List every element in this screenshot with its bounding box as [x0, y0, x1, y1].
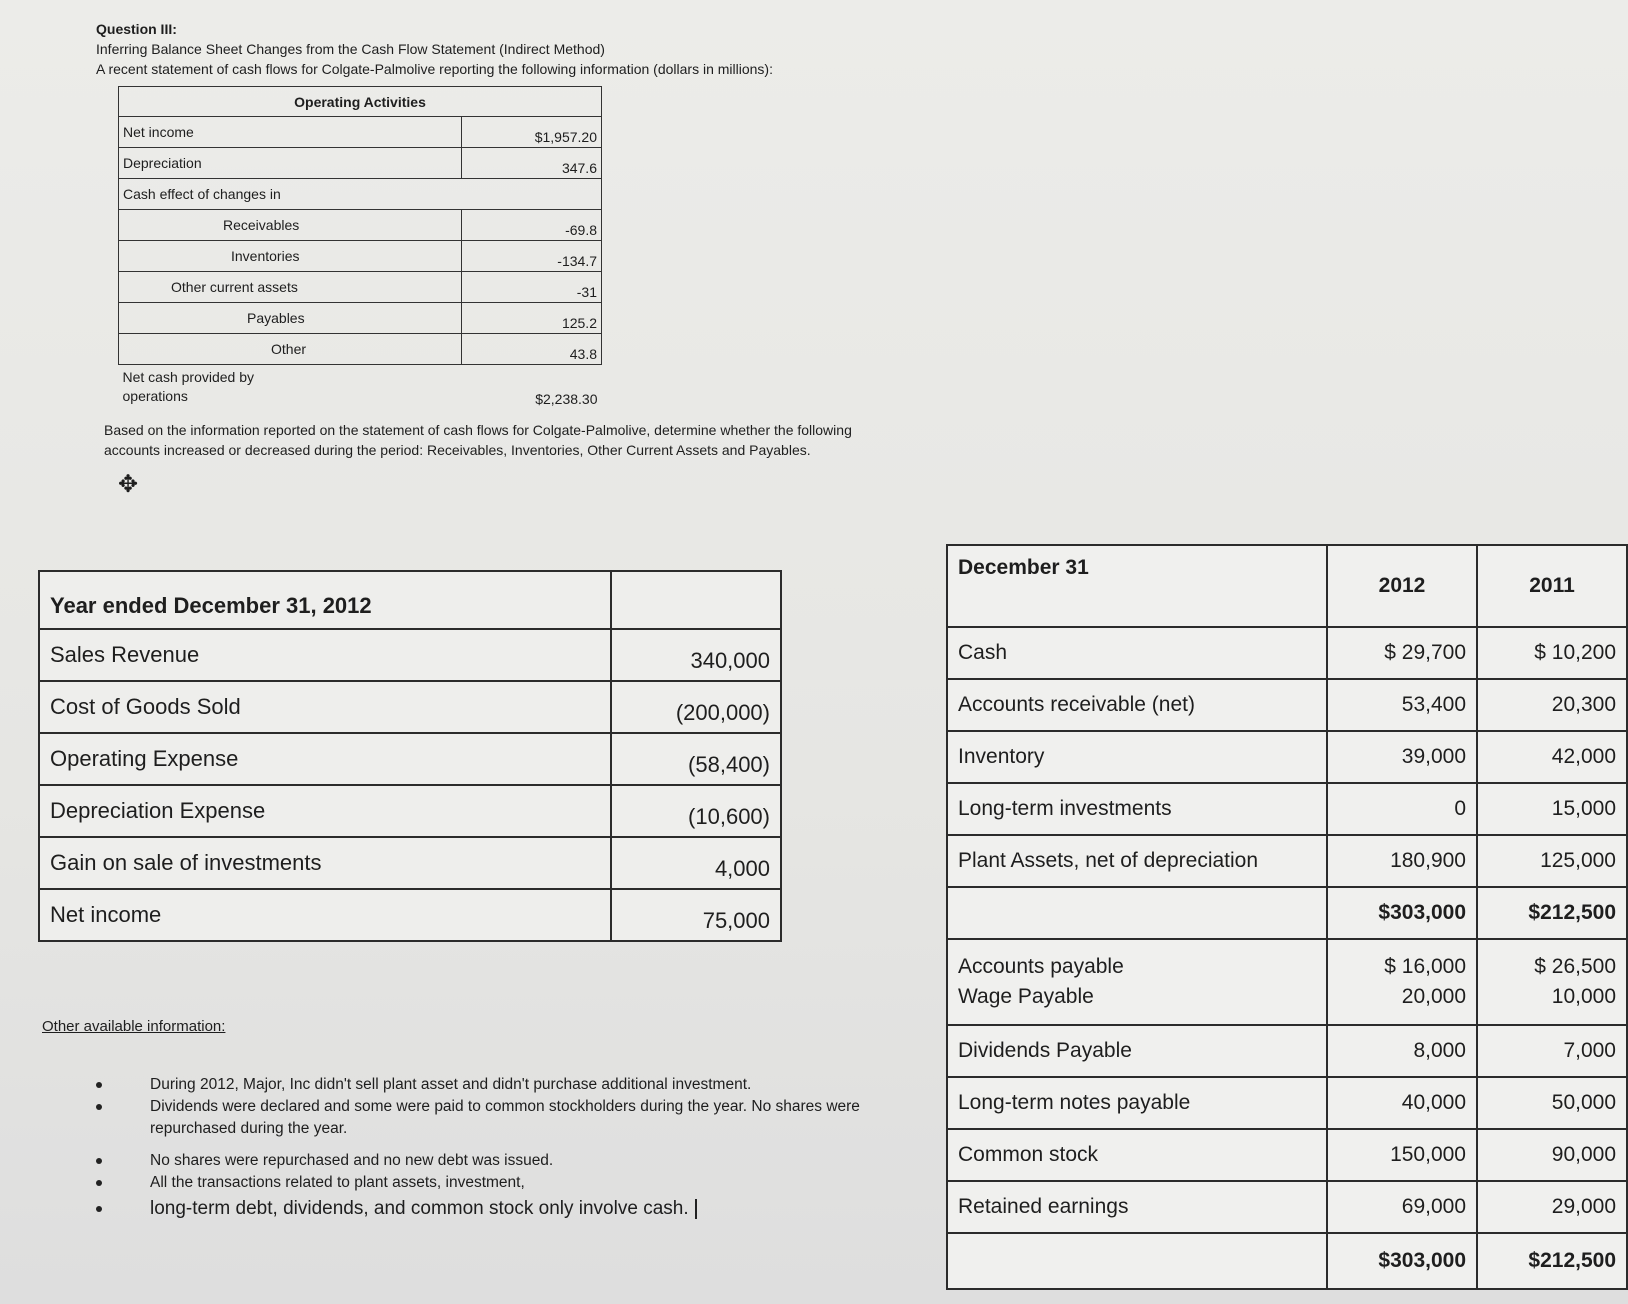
inventories-label: Inventories	[119, 241, 462, 272]
other-info-heading: Other available information:	[42, 1018, 226, 1035]
payables-value: 125.2	[462, 303, 602, 334]
table-row	[39, 681, 781, 733]
re-2011: 29,000	[1477, 1181, 1627, 1233]
table-row	[119, 303, 602, 334]
table-row	[947, 1181, 1627, 1233]
re-2012: 69,000	[1327, 1181, 1477, 1233]
payables-cell	[947, 939, 1327, 1025]
other-current-assets-value: -31	[462, 272, 602, 303]
row-value: (10,600)	[611, 785, 781, 837]
text-cursor-icon	[695, 1199, 697, 1219]
table-row	[119, 241, 602, 272]
row-label: Gain on sale of investments	[39, 837, 611, 889]
inventory-2011: 42,000	[1477, 731, 1627, 783]
depreciation-label: Depreciation	[119, 148, 462, 179]
plant-2012: 180,900	[1327, 835, 1477, 887]
cs-label: Common stock	[947, 1129, 1327, 1181]
plant-2011: 125,000	[1477, 835, 1627, 887]
net-cash-value: $2,238.30	[535, 390, 598, 407]
table-row	[39, 837, 781, 889]
dividends-2012: 8,000	[1327, 1025, 1477, 1077]
income-statement-title: Year ended December 31, 2012	[39, 571, 611, 629]
ltnp-label: Long-term notes payable	[947, 1077, 1327, 1129]
net-cash-label-line-1: Net cash provided by	[122, 369, 255, 386]
table-row	[947, 627, 1627, 679]
wages-2011: 10,000	[1551, 985, 1616, 1008]
row-value: 75,000	[611, 889, 781, 941]
cash-2012: $ 29,700	[1327, 627, 1477, 679]
lti-label: Long-term investments	[947, 783, 1327, 835]
receivables-value: -69.8	[462, 210, 602, 241]
bullet-text: No shares were repurchased and no new debt was issued.	[150, 1152, 554, 1169]
table-row	[119, 179, 602, 210]
year-2011-header: 2011	[1477, 545, 1627, 627]
row-value: (200,000)	[611, 681, 781, 733]
table-row	[947, 679, 1627, 731]
cash-label: Cash	[947, 627, 1327, 679]
move-cursor-icon: ✥	[118, 471, 139, 498]
wages-label: Wage Payable	[958, 985, 1094, 1008]
question-instructions: Based on the information reported on the statement of cash flows for Colgate-Palmolive, determine whether the following accounts increased or decreased during the period: Receivables, Inventories, Other Current Assets and Payables.	[104, 422, 852, 458]
income-statement-header-blank	[611, 571, 781, 629]
ar-2012: 53,400	[1327, 679, 1477, 731]
lti-2011: 15,000	[1477, 783, 1627, 835]
plant-label: Plant Assets, net of depreciation	[947, 835, 1327, 887]
table-row	[947, 887, 1627, 939]
list-item	[96, 1172, 926, 1194]
table-row	[119, 117, 602, 148]
bullet-icon	[96, 1082, 102, 1088]
table-row	[119, 148, 602, 179]
bullet-icon	[96, 1158, 102, 1164]
table-row	[39, 733, 781, 785]
bullet-text: During 2012, Major, Inc didn't sell plant asset and didn't purchase additional investment.	[150, 1076, 752, 1093]
cash-2011: $ 10,200	[1477, 627, 1627, 679]
total-assets-label	[947, 887, 1327, 939]
question-label: Question III:	[96, 21, 177, 37]
year-2012-header: 2012	[1327, 545, 1477, 627]
table-row	[39, 785, 781, 837]
ap-2011: $ 26,500	[1534, 955, 1616, 978]
bullet-text: long-term debt, dividends, and common stock only involve cash.	[150, 1198, 689, 1219]
list-item	[96, 1096, 926, 1140]
ar-2011: 20,300	[1477, 679, 1627, 731]
table-row	[947, 1025, 1627, 1077]
changes-label: Cash effect of changes in	[119, 179, 602, 210]
row-value: 340,000	[611, 629, 781, 681]
total-assets-2012: $303,000	[1327, 887, 1477, 939]
bullet-text: Dividends were declared and some were paid to common stockholders during the year. No shares were repurchased during the year.	[150, 1098, 860, 1137]
bullet-text: All the transactions related to plant assets, investment,	[150, 1174, 525, 1191]
total-liab-label	[947, 1233, 1327, 1289]
ltnp-2012: 40,000	[1327, 1077, 1477, 1129]
balance-sheet-table	[946, 544, 1628, 1290]
income-statement-table	[38, 570, 782, 942]
row-label: Cost of Goods Sold	[39, 681, 611, 733]
ap-2012: $ 16,000	[1384, 955, 1466, 978]
question-intro: A recent statement of cash flows for Colgate-Palmolive reporting the following information (dollars in millions):	[96, 61, 773, 77]
ltnp-2011: 50,000	[1477, 1077, 1627, 1129]
inventory-label: Inventory	[947, 731, 1327, 783]
table-row	[947, 939, 1627, 1025]
bullet-icon	[96, 1206, 102, 1212]
table-row	[39, 629, 781, 681]
table-row	[947, 1233, 1627, 1289]
other-label: Other	[119, 334, 462, 365]
inventories-value: -134.7	[462, 241, 602, 272]
payables-2012-cell	[1327, 939, 1477, 1025]
bullet-icon	[96, 1104, 102, 1110]
net-income-label: Net income	[119, 117, 462, 148]
payables-label: Payables	[119, 303, 462, 334]
net-income-value: $1,957.20	[462, 117, 602, 148]
total-liab-2012: $303,000	[1327, 1233, 1477, 1289]
table-row	[39, 571, 781, 629]
table-row	[947, 731, 1627, 783]
row-value: 4,000	[611, 837, 781, 889]
net-cash-label	[119, 365, 462, 409]
table-row	[119, 365, 602, 409]
row-label: Depreciation Expense	[39, 785, 611, 837]
table-row	[947, 783, 1627, 835]
row-label: Net income	[39, 889, 611, 941]
inventory-2012: 39,000	[1327, 731, 1477, 783]
table-row	[39, 889, 781, 941]
net-cash-label-line-2: operations	[122, 388, 188, 405]
table-row	[119, 272, 602, 303]
row-label: Sales Revenue	[39, 629, 611, 681]
table-row	[947, 1129, 1627, 1181]
table-row	[947, 835, 1627, 887]
table-row	[119, 210, 602, 241]
other-info-list	[96, 1074, 926, 1224]
total-liab-2011: $212,500	[1477, 1233, 1627, 1289]
dividends-2011: 7,000	[1477, 1025, 1627, 1077]
list-item	[96, 1194, 926, 1224]
ar-label: Accounts receivable (net)	[947, 679, 1327, 731]
question-title: Inferring Balance Sheet Changes from the Cash Flow Statement (Indirect Method)	[96, 41, 605, 57]
operating-activities-heading: Operating Activities	[119, 87, 602, 117]
list-item	[96, 1150, 926, 1172]
other-current-assets-label: Other current assets	[119, 272, 462, 303]
row-value: (58,400)	[611, 733, 781, 785]
dividends-label: Dividends Payable	[947, 1025, 1327, 1077]
other-value: 43.8	[462, 334, 602, 365]
table-row	[119, 334, 602, 365]
total-assets-2011: $212,500	[1477, 887, 1627, 939]
wages-2012: 20,000	[1401, 985, 1466, 1008]
balance-sheet-heading: December 31	[947, 545, 1327, 627]
cs-2011: 90,000	[1477, 1129, 1627, 1181]
table-row	[947, 1077, 1627, 1129]
receivables-label: Receivables	[119, 210, 462, 241]
payables-2011-cell	[1477, 939, 1627, 1025]
ap-label: Accounts payable	[958, 955, 1124, 978]
bullet-icon	[96, 1180, 102, 1186]
table-row	[947, 545, 1627, 627]
re-label: Retained earnings	[947, 1181, 1327, 1233]
lti-2012: 0	[1327, 783, 1477, 835]
depreciation-value: 347.6	[462, 148, 602, 179]
list-item	[96, 1074, 926, 1096]
cash-flow-table	[118, 86, 602, 409]
row-label: Operating Expense	[39, 733, 611, 785]
cs-2012: 150,000	[1327, 1129, 1477, 1181]
